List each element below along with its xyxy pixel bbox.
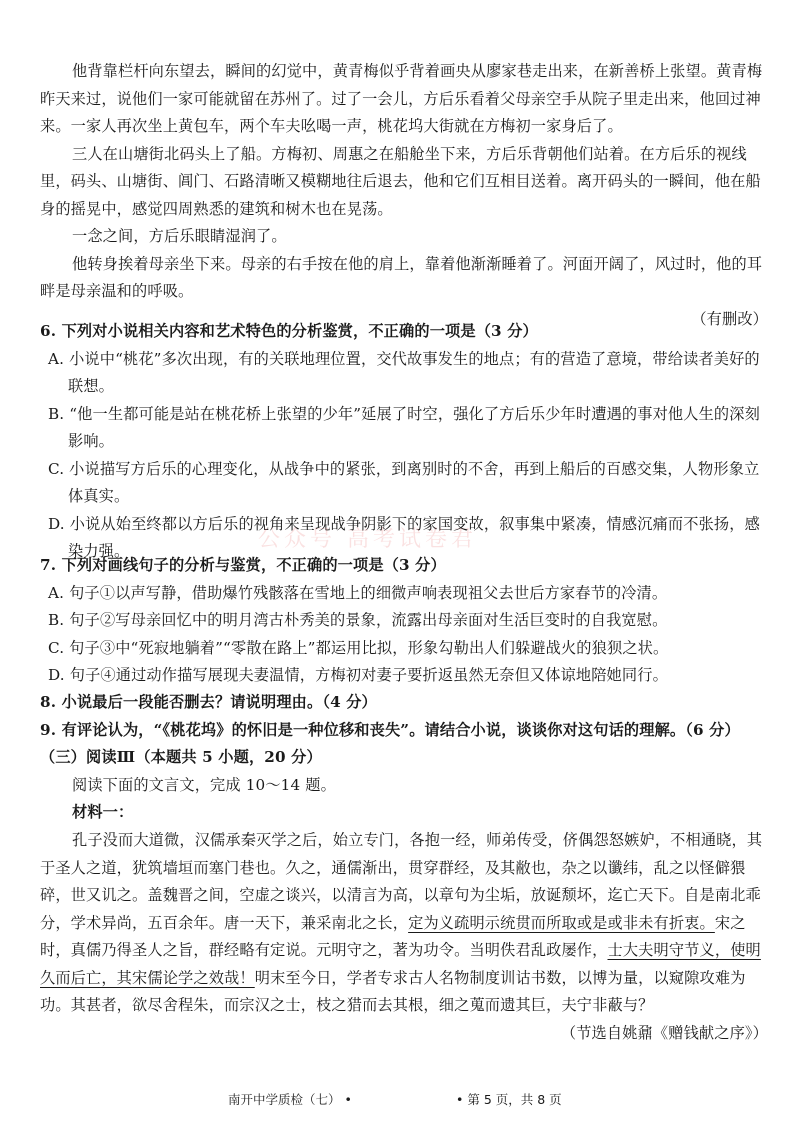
- story-paragraph-3: 一念之间，方后乐眼睛湿润了。: [72, 227, 287, 245]
- material-1-title: 材料一：: [72, 803, 134, 821]
- footer-exam-name: 南开中学质检（七） •: [228, 1092, 352, 1107]
- classical-text-part-1: 孔子没而大道微，汉儒承秦灭学之后，始立专门，各抱一经，师弟传受，侪偶怨怒嫉妒，不相通晓，其于圣人之道，犹筑墙垣而塞门巷也。久之，通儒渐出，贯穿群经，及其敝也，杂之以谶纬，乱之以怪僻猥碎，世又讥之。盖魏晋之间，空虚之谈兴，以清言为高，以章句为尘垢，放诞颓坏，迄亡天下。自是南北乖分，学术异尚，五百余年。唐一天下，兼采南北之长，: [40, 831, 763, 932]
- story-paragraph-2: 三人在山塘街北码头上了船。方梅初、周惠之在船舱坐下来，方后乐背朝他们站着。在方后乐的视线里，码头、山塘街、阊门、石路清晰又模糊地往后退去，他和它们互相目送着。离开码头的一瞬间，他在船身的摇晃中，感觉四周熟悉的建筑和树木也在晃荡。: [40, 144, 761, 218]
- footer-page-number-text: 第 5 页，共 8 页: [467, 1092, 562, 1107]
- story-paragraph-4: 他转身挨着母亲坐下来。母亲的右手按在他的肩上，靠着他渐渐睡着了。河面开阔了，风过时，他的耳畔是母亲温和的呼吸。: [40, 254, 763, 300]
- underlined-sentence-1: 定为义疏明示统贯而所取或是或非未有折衷。: [408, 913, 715, 932]
- question-6-option-c: C. 小说描写方后乐的心理变化，从战争中的紧张，到离别时的不舍，再到上船后的百感交集，人物形象立体真实。: [48, 459, 760, 505]
- footer-page-number: • 第 5 页，共 8 页: [456, 1092, 562, 1107]
- classical-text-part-3: 明末至今日，学者专求古人名物制度训诂书数，以博为量，以窥隙攻难为功。其甚者，欲尽舍程朱，而宗汉之士，枝之猎而去其根，细之蒐而遗其巨，夫宁非蔽与？: [40, 968, 746, 1014]
- question-7-option-a: A. 句子①以声写静，借助爆竹残骸落在雪地上的细微声响表现祖父去世后方家春节的冷清。: [48, 583, 668, 602]
- question-7-option-b: B. 句子②写母亲回忆中的明月湾古朴秀美的景象，流露出母亲面对生活巨变时的自我宽慰。: [48, 611, 668, 629]
- footer-exam-name-text: 南开中学质检（七）: [228, 1092, 341, 1107]
- question-6-option-a: A. 小说中“桃花”多次出现，有的关联地理位置，交代故事发生的地点；有的营造了意境，带给读者美好的联想。: [48, 349, 760, 395]
- classical-instruction: 阅读下面的文言文，完成 10～14 题。: [72, 775, 336, 794]
- underlined-sentence-2: 士大夫明守节义，使明久而后亡，其宋儒论学之效哉！: [40, 941, 761, 987]
- question-9: 9. 有评论认为，“《桃花坞》的怀旧是一种位移和丧失”。请结合小说，谈谈你对这句话的理解。（6 分）: [40, 720, 740, 739]
- classical-text-part-2: 宋之时，真儒乃得圣人之旨，群经略有定说。元明守之，著为功令。当明佚君乱政屡作，: [40, 913, 746, 959]
- question-7-stem: 7. 下列对画线句子的分析与鉴赏，不正确的一项是（3 分）: [40, 556, 446, 574]
- classical-text: [40, 827, 768, 1047]
- story-source-note: （有删改）: [691, 309, 768, 328]
- question-6-option-d: D. 小说从始至终都以方后乐的视角来呈现战争阴影下的家国变故，叙事集中紧凑，情感沉痛而不张扬，感染力强。: [48, 514, 760, 560]
- questions-8-9: [40, 689, 768, 827]
- question-6-stem: 6. 下列对小说相关内容和艺术特色的分析鉴赏，不正确的一项是（3 分）: [40, 322, 538, 340]
- question-7-option-d: D. 句子④通过动作描写展现夫妻温情，方梅初对妻子要折返虽然无奈但又体谅地陪她同行。: [48, 666, 668, 684]
- classical-source-note: （节选自姚鼐《赠钱献之序》）: [560, 1023, 768, 1042]
- question-7: [40, 552, 768, 690]
- section-3-heading: （三）阅读Ⅲ（本题共 5 小题，20 分）: [40, 748, 322, 766]
- story-excerpt: [40, 58, 768, 333]
- watermark-text: 公众号 高考试卷君: [258, 527, 477, 552]
- question-8: 8. 小说最后一段能否删去？请说明理由。（4 分）: [40, 693, 377, 711]
- question-7-option-c: C. 句子③中“死寂地躺着”“零散在路上”都运用比拟，形象勾勒出人们躲避战火的狼狈之状。: [48, 638, 669, 657]
- classical-passage: [40, 827, 768, 1020]
- story-paragraph-1: 他背靠栏杆向东望去，瞬间的幻觉中，黄青梅似乎背着画央从廖家巷走出来，在新善桥上张望。黄青梅昨天来过，说他们一家可能就留在苏州了。过了一会儿，方后乐看着父母亲空手从院子里走出来，他回过神来。一家人再次坐上黄包车，两个车夫吆喝一声，桃花坞大街就在方梅初一家身后了。: [40, 62, 763, 135]
- question-6-option-b: B. “他一生都可能是站在桃花桥上张望的少年”延展了时空，强化了方后乐少年时遭遇的事对他人生的深刻影响。: [48, 404, 760, 450]
